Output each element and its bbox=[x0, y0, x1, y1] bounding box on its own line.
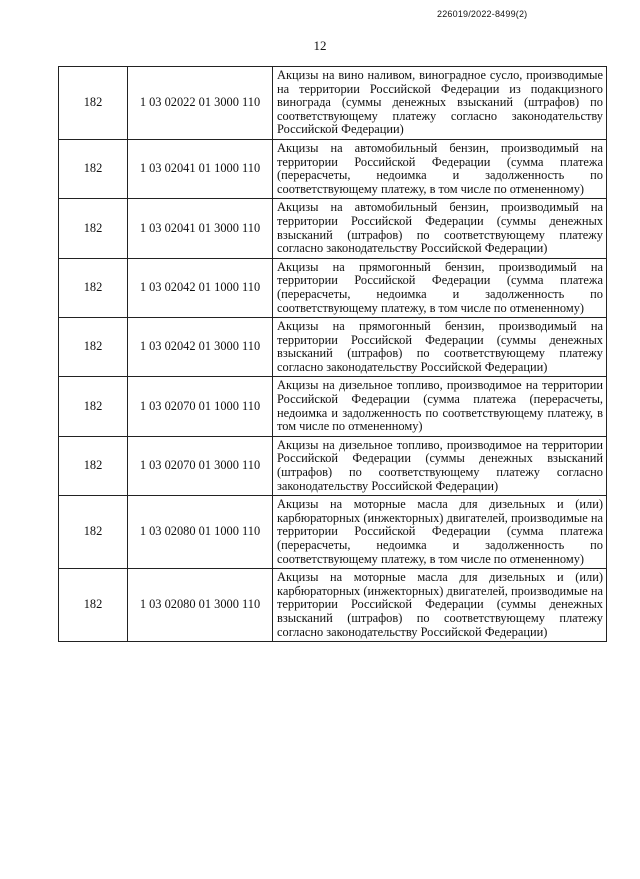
table-row bbox=[59, 139, 607, 198]
budget-classification-code-cell: 1 03 02042 01 3000 110 bbox=[128, 318, 273, 377]
budget-classification-code-cell: 1 03 02070 01 3000 110 bbox=[128, 436, 273, 495]
page-number: 12 bbox=[313, 38, 327, 53]
admin-code-cell: 182 bbox=[59, 199, 128, 258]
table-row bbox=[59, 258, 607, 317]
admin-code-cell: 182 bbox=[59, 377, 128, 436]
table-row bbox=[59, 569, 607, 642]
table-row bbox=[59, 67, 607, 140]
table-row bbox=[59, 496, 607, 569]
budget-classification-code-cell: 1 03 02080 01 1000 110 bbox=[128, 496, 273, 569]
budget-classification-code-cell: 1 03 02042 01 1000 110 bbox=[128, 258, 273, 317]
table-row bbox=[59, 199, 607, 258]
revenue-codes-table bbox=[58, 66, 607, 642]
budget-classification-code-cell: 1 03 02022 01 3000 110 bbox=[128, 67, 273, 140]
revenue-description-cell: Акцизы на прямогонный бензин, производимый на территории Российской Федерации (суммы денежных взысканий (штрафов) по соответствующему платежу согласно законодательству Российской Федерации) bbox=[273, 318, 607, 377]
budget-classification-code-cell: 1 03 02041 01 3000 110 bbox=[128, 199, 273, 258]
revenue-description-cell: Акцизы на моторные масла для дизельных и (или) карбюраторных (инжекторных) двигателей, производимые на территории Российской Федерации (сумма платежа (перерасчеты, недоимка и задолженность по соответствующему платежу, в том числе по отмененному) bbox=[273, 496, 607, 569]
table-row bbox=[59, 377, 607, 436]
admin-code-cell: 182 bbox=[59, 318, 128, 377]
admin-code-cell: 182 bbox=[59, 258, 128, 317]
revenue-description-cell: Акцизы на автомобильный бензин, производимый на территории Российской Федерации (сумма платежа (перерасчеты, недоимка и задолженность по соответствующему платежу, в том числе по отмененному) bbox=[273, 139, 607, 198]
admin-code-cell: 182 bbox=[59, 496, 128, 569]
document-registration-number: 226019/2022-8499(2) bbox=[437, 9, 528, 19]
admin-code-cell: 182 bbox=[59, 139, 128, 198]
table-row bbox=[59, 318, 607, 377]
revenue-description-cell: Акцизы на дизельное топливо, производимое на территории Российской Федерации (суммы денежных взысканий (штрафов) по соответствующему платежу согласно законодательству Российской Федерации) bbox=[273, 436, 607, 495]
admin-code-cell: 182 bbox=[59, 67, 128, 140]
revenue-description-cell: Акцизы на моторные масла для дизельных и (или) карбюраторных (инжекторных) двигателей, производимые на территории Российской Федерации (суммы денежных взысканий (штрафов) по соответствующему платежу согласно законодательству Российской Федерации) bbox=[273, 569, 607, 642]
budget-classification-code-cell: 1 03 02070 01 1000 110 bbox=[128, 377, 273, 436]
table-row bbox=[59, 436, 607, 495]
revenue-description-cell: Акцизы на автомобильный бензин, производимый на территории Российской Федерации (суммы денежных взысканий (штрафов) по соответствующему платежу согласно законодательству Российской Федерации) bbox=[273, 199, 607, 258]
revenue-description-cell: Акцизы на вино наливом, виноградное сусло, производимые на территории Российской Федерации из подакцизного винограда (суммы денежных взысканий (штрафов) по соответствующему платежу согласно законодательству Российской Федерации) bbox=[273, 67, 607, 140]
budget-classification-code-cell: 1 03 02041 01 1000 110 bbox=[128, 139, 273, 198]
revenue-description-cell: Акцизы на дизельное топливо, производимое на территории Российской Федерации (сумма платежа (перерасчеты, недоимка и задолженность по соответствующему платежу, в том числе по отмененному) bbox=[273, 377, 607, 436]
admin-code-cell: 182 bbox=[59, 436, 128, 495]
budget-classification-code-cell: 1 03 02080 01 3000 110 bbox=[128, 569, 273, 642]
revenue-description-cell: Акцизы на прямогонный бензин, производимый на территории Российской Федерации (сумма платежа (перерасчеты, недоимка и задолженность по соответствующему платежу, в том числе по отмененному) bbox=[273, 258, 607, 317]
admin-code-cell: 182 bbox=[59, 569, 128, 642]
